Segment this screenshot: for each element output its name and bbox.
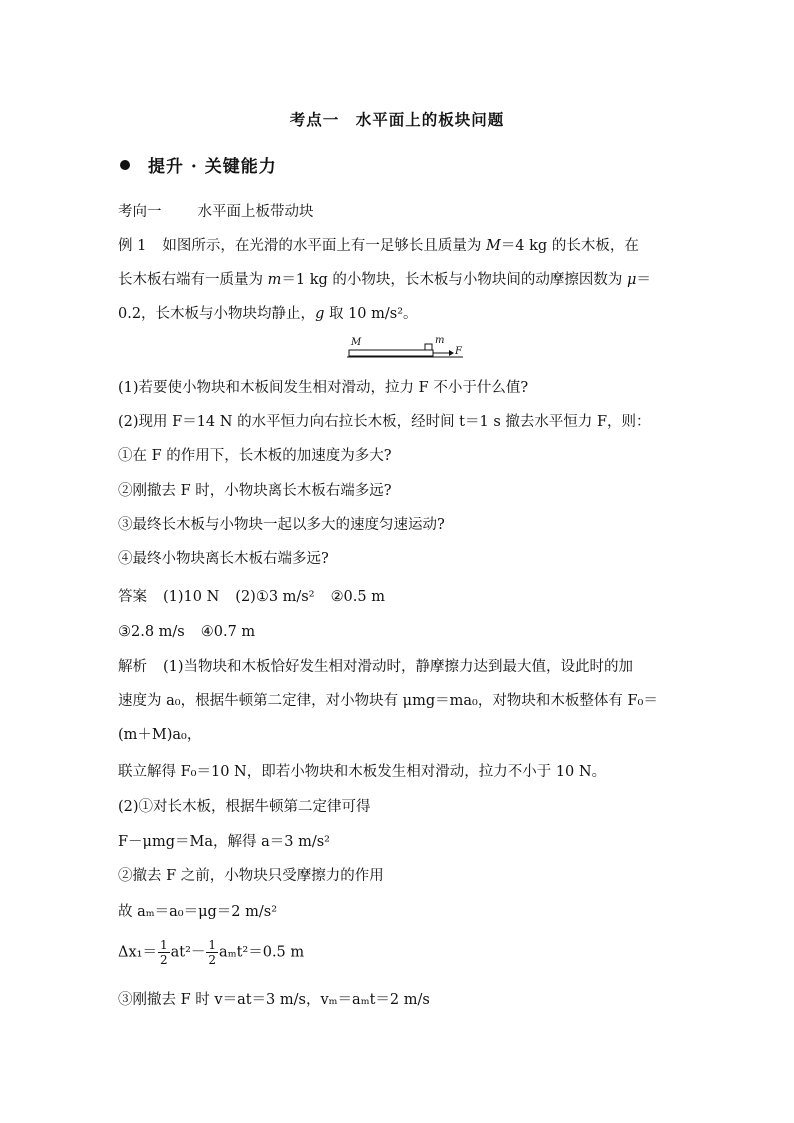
answer-line-1: 答案 (1)10 N (2)①3 m/s² ②0.5 m xyxy=(118,589,385,605)
example-line-1: 例 1 如图所示，在光滑的水平面上有一足够长且质量为 M＝4 kg 的长木板，在 xyxy=(118,238,639,254)
analysis-line-9: Δx₁＝ $\frac{1}{2}$ at²－ $\frac{1}{2}$ aₘt²＝0.5 m xyxy=(118,938,305,967)
analysis-line-4: 联立解得 F₀＝10 N，即若小物块和木板发生相对滑动，拉力不小于 10 N。 xyxy=(118,764,607,780)
page-title: 考点一 水平面上的板块问题 xyxy=(289,110,505,129)
question-2-2: ②刚撤去 F 时，小物块离长木板右端多远? xyxy=(118,483,392,499)
analysis-line-1: 解析 (1)当物块和木板恰好发生相对滑动时，静摩擦力达到最大值，设此时的加 xyxy=(118,659,634,675)
analysis-line-8: 故 aₘ＝a₀＝μg＝2 m/s² xyxy=(118,904,278,920)
section-heading xyxy=(120,152,277,177)
label-m: m xyxy=(435,335,445,346)
example-line-2: 长木板右端有一质量为 m＝1 kg 的小物块，长木板与小物块间的动摩擦因数为 μ＝ xyxy=(118,272,651,288)
bullet-icon xyxy=(120,160,130,170)
label-M: M xyxy=(351,337,362,348)
example-line-3: 0.2，长木板与小物块均静止，g 取 10 m/s²。 xyxy=(118,306,418,322)
board-block-diagram xyxy=(345,337,465,363)
board-block-figure xyxy=(345,337,465,363)
analysis-line-5: (2)①对长木板，根据牛顿第二定律可得 xyxy=(118,799,371,815)
analysis-line-2: 速度为 a₀，根据牛顿第二定律，对小物块有 μmg＝ma₀，对物块和木板整体有 F₀＝ xyxy=(118,693,658,709)
answer-line-2: ③2.8 m/s ④0.7 m xyxy=(118,624,256,640)
subsection-tag: 考向一 xyxy=(118,204,162,220)
analysis-line-10: ③刚撤去 F 时 v＝at＝3 m/s，vₘ＝aₘt＝2 m/s xyxy=(118,992,430,1008)
fraction-half: $\frac{1}{2}$ xyxy=(159,938,168,967)
example-tag: 例 1 xyxy=(118,238,147,254)
small-block xyxy=(425,344,432,350)
question-1: (1)若要使小物块和木板间发生相对滑动，拉力 F 不小于什么值? xyxy=(118,380,529,396)
subsection-text: 水平面上板带动块 xyxy=(197,204,314,220)
label-F: F xyxy=(455,346,462,357)
answer-tag: 答案 xyxy=(118,589,147,605)
question-2: (2)现用 F＝14 N 的水平恒力向右拉长木板，经时间 t＝1 s 撤去水平恒力 F，则： xyxy=(118,414,651,430)
question-2-1: ①在 F 的作用下，长木板的加速度为多大? xyxy=(118,448,392,464)
subsection-heading xyxy=(118,202,684,222)
section-label: 提升 · 关键能力 xyxy=(148,157,277,177)
question-2-3: ③最终长木板与小物块一起以多大的速度匀速运动? xyxy=(118,517,445,533)
analysis-line-7: ②撤去 F 之前，小物块只受摩擦力的作用 xyxy=(118,868,384,884)
analysis-line-6: F－μmg＝Ma，解得 a＝3 m/s² xyxy=(118,834,330,850)
fraction-half: $\frac{1}{2}$ xyxy=(208,938,217,967)
analysis-tag: 解析 xyxy=(118,659,147,675)
analysis-line-3: (m＋M)a₀， xyxy=(118,727,202,743)
question-2-4: ④最终小物块离长木板右端多远? xyxy=(118,551,329,567)
force-arrow-head xyxy=(449,350,454,356)
long-board xyxy=(349,350,433,356)
